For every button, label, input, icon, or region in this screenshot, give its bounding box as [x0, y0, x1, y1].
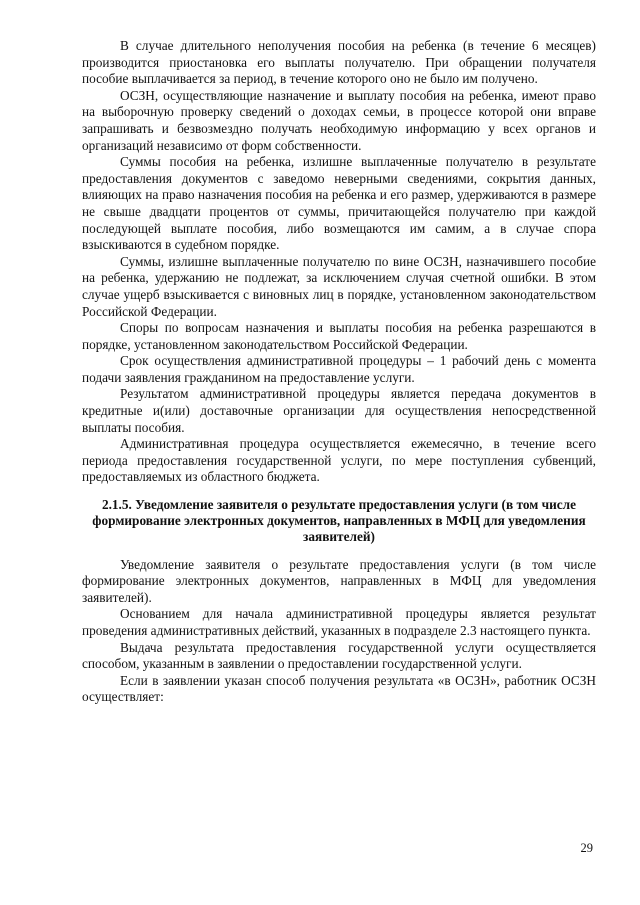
paragraph: Выдача результата предоставления государственной услуги осуществляется способом, указанным в заявлении о предоставлении государственной услуги.	[82, 639, 596, 672]
paragraph: Суммы, излишне выплаченные получателю по вине ОСЗН, назначившего пособие на ребенка, удержанию не подлежат, за исключением случая счетной ошибки. В этом случае ущерб взыскивается с виновных лиц в порядке, установленном законодательством Российской Федерации.	[82, 253, 596, 319]
document-page	[82, 38, 596, 706]
page-number: 29	[580, 841, 593, 855]
paragraph: Результатом административной процедуры является передача документов в кредитные и(или) доставочные организации для осуществления непосредственной выплаты пособия.	[82, 386, 596, 435]
paragraph: Если в заявлении указан способ получения результата «в ОСЗН», работник ОСЗН осуществляет:	[82, 672, 596, 705]
paragraph: ОСЗН, осуществляющие назначение и выплату пособия на ребенка, имеют право на выборочную проверку сведений о доходах семьи, в процессе которой они вправе запрашивать и безвозмездно получать необходимую информацию у всех органов и организаций независимо от форм собственности.	[82, 87, 596, 153]
paragraph: Срок осуществления административной процедуры – 1 рабочий день с момента подачи заявления гражданином на предоставление услуги.	[82, 353, 596, 385]
paragraph: Административная процедура осуществляется ежемесячно, в течение всего периода предоставления государственной услуги, по мере поступления субвенций, предоставляемых из областного бюджета.	[82, 436, 596, 485]
paragraph: В случае длительного неполучения пособия на ребенка (в течение 6 месяцев) производится приостановка его выплаты получателю. При обращении получателя пособие выплачивается за период, в течение которого оно не было им получено.	[82, 38, 596, 87]
paragraph: Споры по вопросам назначения и выплаты пособия на ребенка разрешаются в порядке, установленном законодательством Российской Федерации.	[82, 320, 596, 352]
paragraph: Основанием для начала административной процедуры является результат проведения административных действий, указанных в подразделе 2.3 настоящего пункта.	[82, 606, 596, 639]
section-heading: 2.1.5. Уведомление заявителя о результате предоставления услуги (в том числе формирование электронных документов, направленных в МФЦ для уведомления заявителей)	[92, 497, 586, 545]
paragraph: Суммы пособия на ребенка, излишне выплаченные получателю в результате предоставления документов с заведомо неверными сведениями, сокрытия данных, влияющих на право назначения пособия на ребенка и его размер, удерживаются в размере не свыше двадцати процентов от суммы, причитающейся получателю при каждой последующей выплате пособия, либо возмещаются им самим, а в случае спора взыскиваются в судебном порядке.	[82, 154, 596, 253]
paragraph: Уведомление заявителя о результате предоставления услуги (в том числе формирование электронных документов, направленных в МФЦ для уведомления заявителей).	[82, 556, 596, 605]
